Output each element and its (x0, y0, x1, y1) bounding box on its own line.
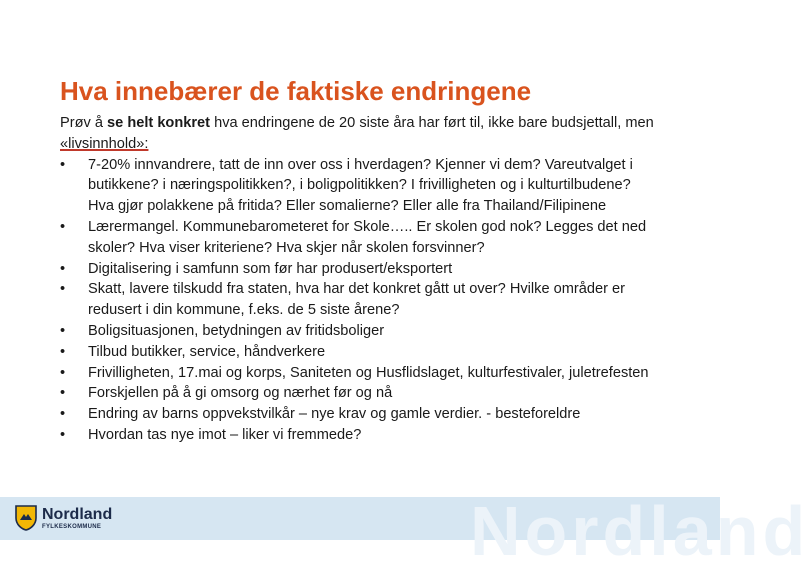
bullet-text: Tilbud butikker, service, håndverkere (88, 343, 326, 360)
bullet-text: Lærermangel. Kommunebarometeret for Skole….. Er skolen god nok? Legges det ned skoler? Hva viser kriteriene? Hva skjer når skolen forsvinner? (88, 218, 647, 256)
bullet-text: Frivilligheten, 17.mai og korps, Saniteten og Husflidslaget, kulturfestivaler, juletrefesten (88, 364, 649, 381)
bullet-list (60, 155, 660, 446)
bullet-marker: • (60, 343, 66, 360)
bullet-marker: • (60, 406, 66, 423)
bullet-text: Skatt, lavere tilskudd fra staten, hva har det konkret gått ut over? Hvilke områder er redusert i din kommune, f.eks. de 5 siste årene? (88, 281, 625, 319)
bullet-text: Hvordan tas nye imot – liker vi fremmede? (88, 426, 362, 443)
bullet-item (60, 321, 660, 342)
intro-emphasis: se helt konkret (107, 115, 211, 131)
shield-icon (14, 505, 38, 531)
slide-content (60, 113, 660, 446)
bullet-marker: • (60, 156, 66, 173)
bullet-text: Endring av barns oppvekstvilkår – nye krav og gamle verdier. - besteforeldre (88, 406, 581, 423)
bullet-item (60, 259, 660, 280)
slide-title: Hva innebærer de faktiske endringene (60, 76, 532, 106)
intro-text-middle: hva endringene de 20 siste åra har ført til, ikke bare budsjettall, men (210, 115, 654, 131)
bullet-item (60, 363, 660, 384)
bullet-marker: • (60, 281, 66, 298)
intro-text-start: Prøv å (60, 115, 108, 131)
bullet-text: 7-20% innvandrere, tatt de inn over oss i hverdagen? Kjenner vi dem? Vareutvalget i butikkene? i næringspolitikken?, i boligpolitikken? I frivilligheten og i kulturtilbudene? Hva gjør polakkene på fritida? Eller somalierne? Eller alle fra Thailand/Filipinene (88, 156, 633, 215)
bullet-text: Boligsituasjonen, betydningen av fritidsboliger (88, 322, 385, 339)
bullet-marker: • (60, 218, 66, 235)
nordland-logo (14, 505, 114, 533)
bullet-item (60, 404, 660, 425)
intro-paragraph (60, 113, 660, 155)
bullet-item (60, 217, 660, 259)
logo-name: Nordland (42, 506, 113, 523)
intro-livsinnhold-link[interactable]: «livsinnhold»: (60, 135, 149, 152)
bullet-text: Digitalisering i samfunn som før har produsert/eksportert (88, 260, 453, 277)
bullet-item (60, 425, 660, 446)
bullet-item (60, 342, 660, 363)
bullet-marker: • (60, 364, 66, 381)
footer-band (0, 492, 809, 570)
bullet-marker: • (60, 322, 66, 339)
bullet-text: Forskjellen på å gi omsorg og nærhet før og nå (88, 385, 393, 402)
logo-subtitle: FYLKESKOMMUNE (42, 524, 102, 530)
bullet-marker: • (60, 260, 66, 277)
footer-watermark: Nordland (470, 492, 809, 570)
bullet-marker: • (60, 426, 66, 443)
bullet-marker: • (60, 385, 66, 402)
bullet-item (60, 155, 660, 217)
bullet-item (60, 279, 660, 321)
bullet-item (60, 383, 660, 404)
